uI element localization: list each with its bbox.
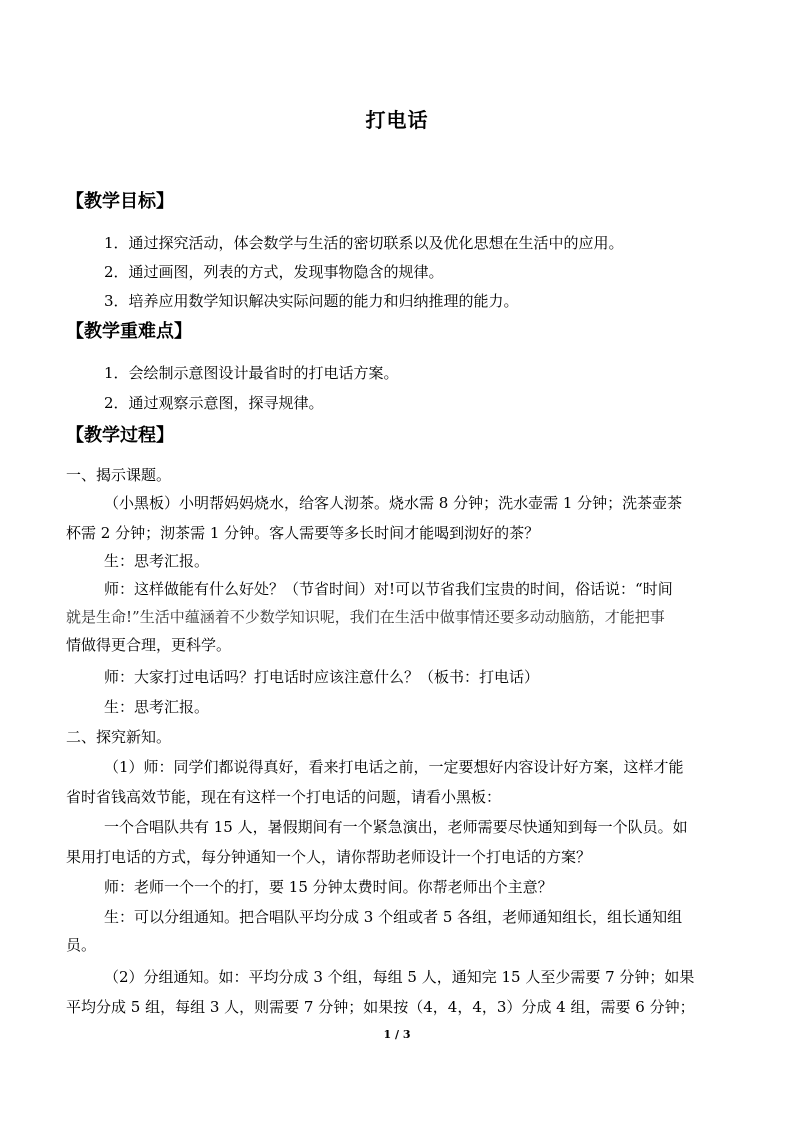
process-line: 一个合唱队共有 15 人，暑假期间有一个紧急演出，老师需要尽快通知到每一个队员。如: [104, 818, 688, 836]
process-line: 一、揭示课题。: [66, 466, 172, 484]
process-line: 杯需 2 分钟；沏茶需 1 分钟。客人需要等多长时间才能喝到沏好的茶？: [66, 524, 540, 542]
process-line: 省时省钱高效节能，现在有这样一个打电话的问题，请看小黑板：: [66, 788, 502, 806]
section-heading-key-points: 【教学重难点】: [66, 321, 192, 342]
process-line: 平均分成 5 组，每组 3 人，则需要 7 分钟；如果按（4，4，4，3）分成 4 组，需要 6 分钟；: [66, 998, 695, 1016]
process-line: （小黑板）小明帮妈妈烧水，给客人沏茶。烧水需 8 分钟；洗水壶需 1 分钟；洗茶壶茶: [104, 494, 683, 512]
section-heading-process: 【教学过程】: [66, 425, 174, 446]
process-line: 生：思考汇报。: [104, 552, 210, 570]
key-point-1: 1．会绘制示意图设计最省时的打电话方案。: [104, 364, 399, 382]
page-title: 打电话: [365, 108, 429, 132]
process-line: 果用打电话的方式，每分钟通知一个人，请你帮助老师设计一个打电话的方案？: [66, 848, 592, 866]
process-line: 生：思考汇报。: [104, 698, 210, 716]
process-line: 员。: [66, 936, 97, 954]
process-line: 师：这样做能有什么好处？（节省时间）对!可以节省我们宝贵的时间，俗话说：“时间: [104, 580, 673, 598]
process-line: 二、探究新知。: [66, 728, 172, 746]
page-number: 1 / 3: [383, 1028, 411, 1041]
key-point-2: 2．通过观察示意图，探寻规律。: [104, 394, 324, 412]
process-line: 就是生命!”生活中蕴涵着不少数学知识呢，我们在生活中做事情还要多动动脑筋，才能把事: [66, 608, 665, 626]
process-line: （1）师：同学们都说得真好，看来打电话之前，一定要想好内容设计好方案，这样才能: [104, 758, 684, 776]
process-line: 师：大家打过电话吗？打电话时应该注意什么？（板书：打电话）: [104, 668, 540, 686]
process-line: （2）分组通知。如：平均分成 3 个组，每组 5 人，通知完 15 人至少需要 7 分钟；如果: [104, 968, 695, 986]
process-line: 生：可以分组通知。把合唱队平均分成 3 个组或者 5 各组，老师通知组长，组长通知组: [104, 908, 683, 926]
process-line: 情做得更合理，更科学。: [66, 636, 232, 654]
section-heading-goals: 【教学目标】: [66, 191, 174, 212]
goal-item-3: 3．培养应用数学知识解决实际问题的能力和归纳推理的能力。: [104, 292, 519, 310]
process-line: 师：老师一个一个的打，要 15 分钟太费时间。你帮老师出个主意？: [104, 878, 553, 896]
goal-item-2: 2．通过画图，列表的方式，发现事物隐含的规律。: [104, 263, 444, 281]
goal-item-1: 1．通过探究活动，体会数学与生活的密切联系以及优化思想在生活中的应用。: [104, 234, 624, 252]
